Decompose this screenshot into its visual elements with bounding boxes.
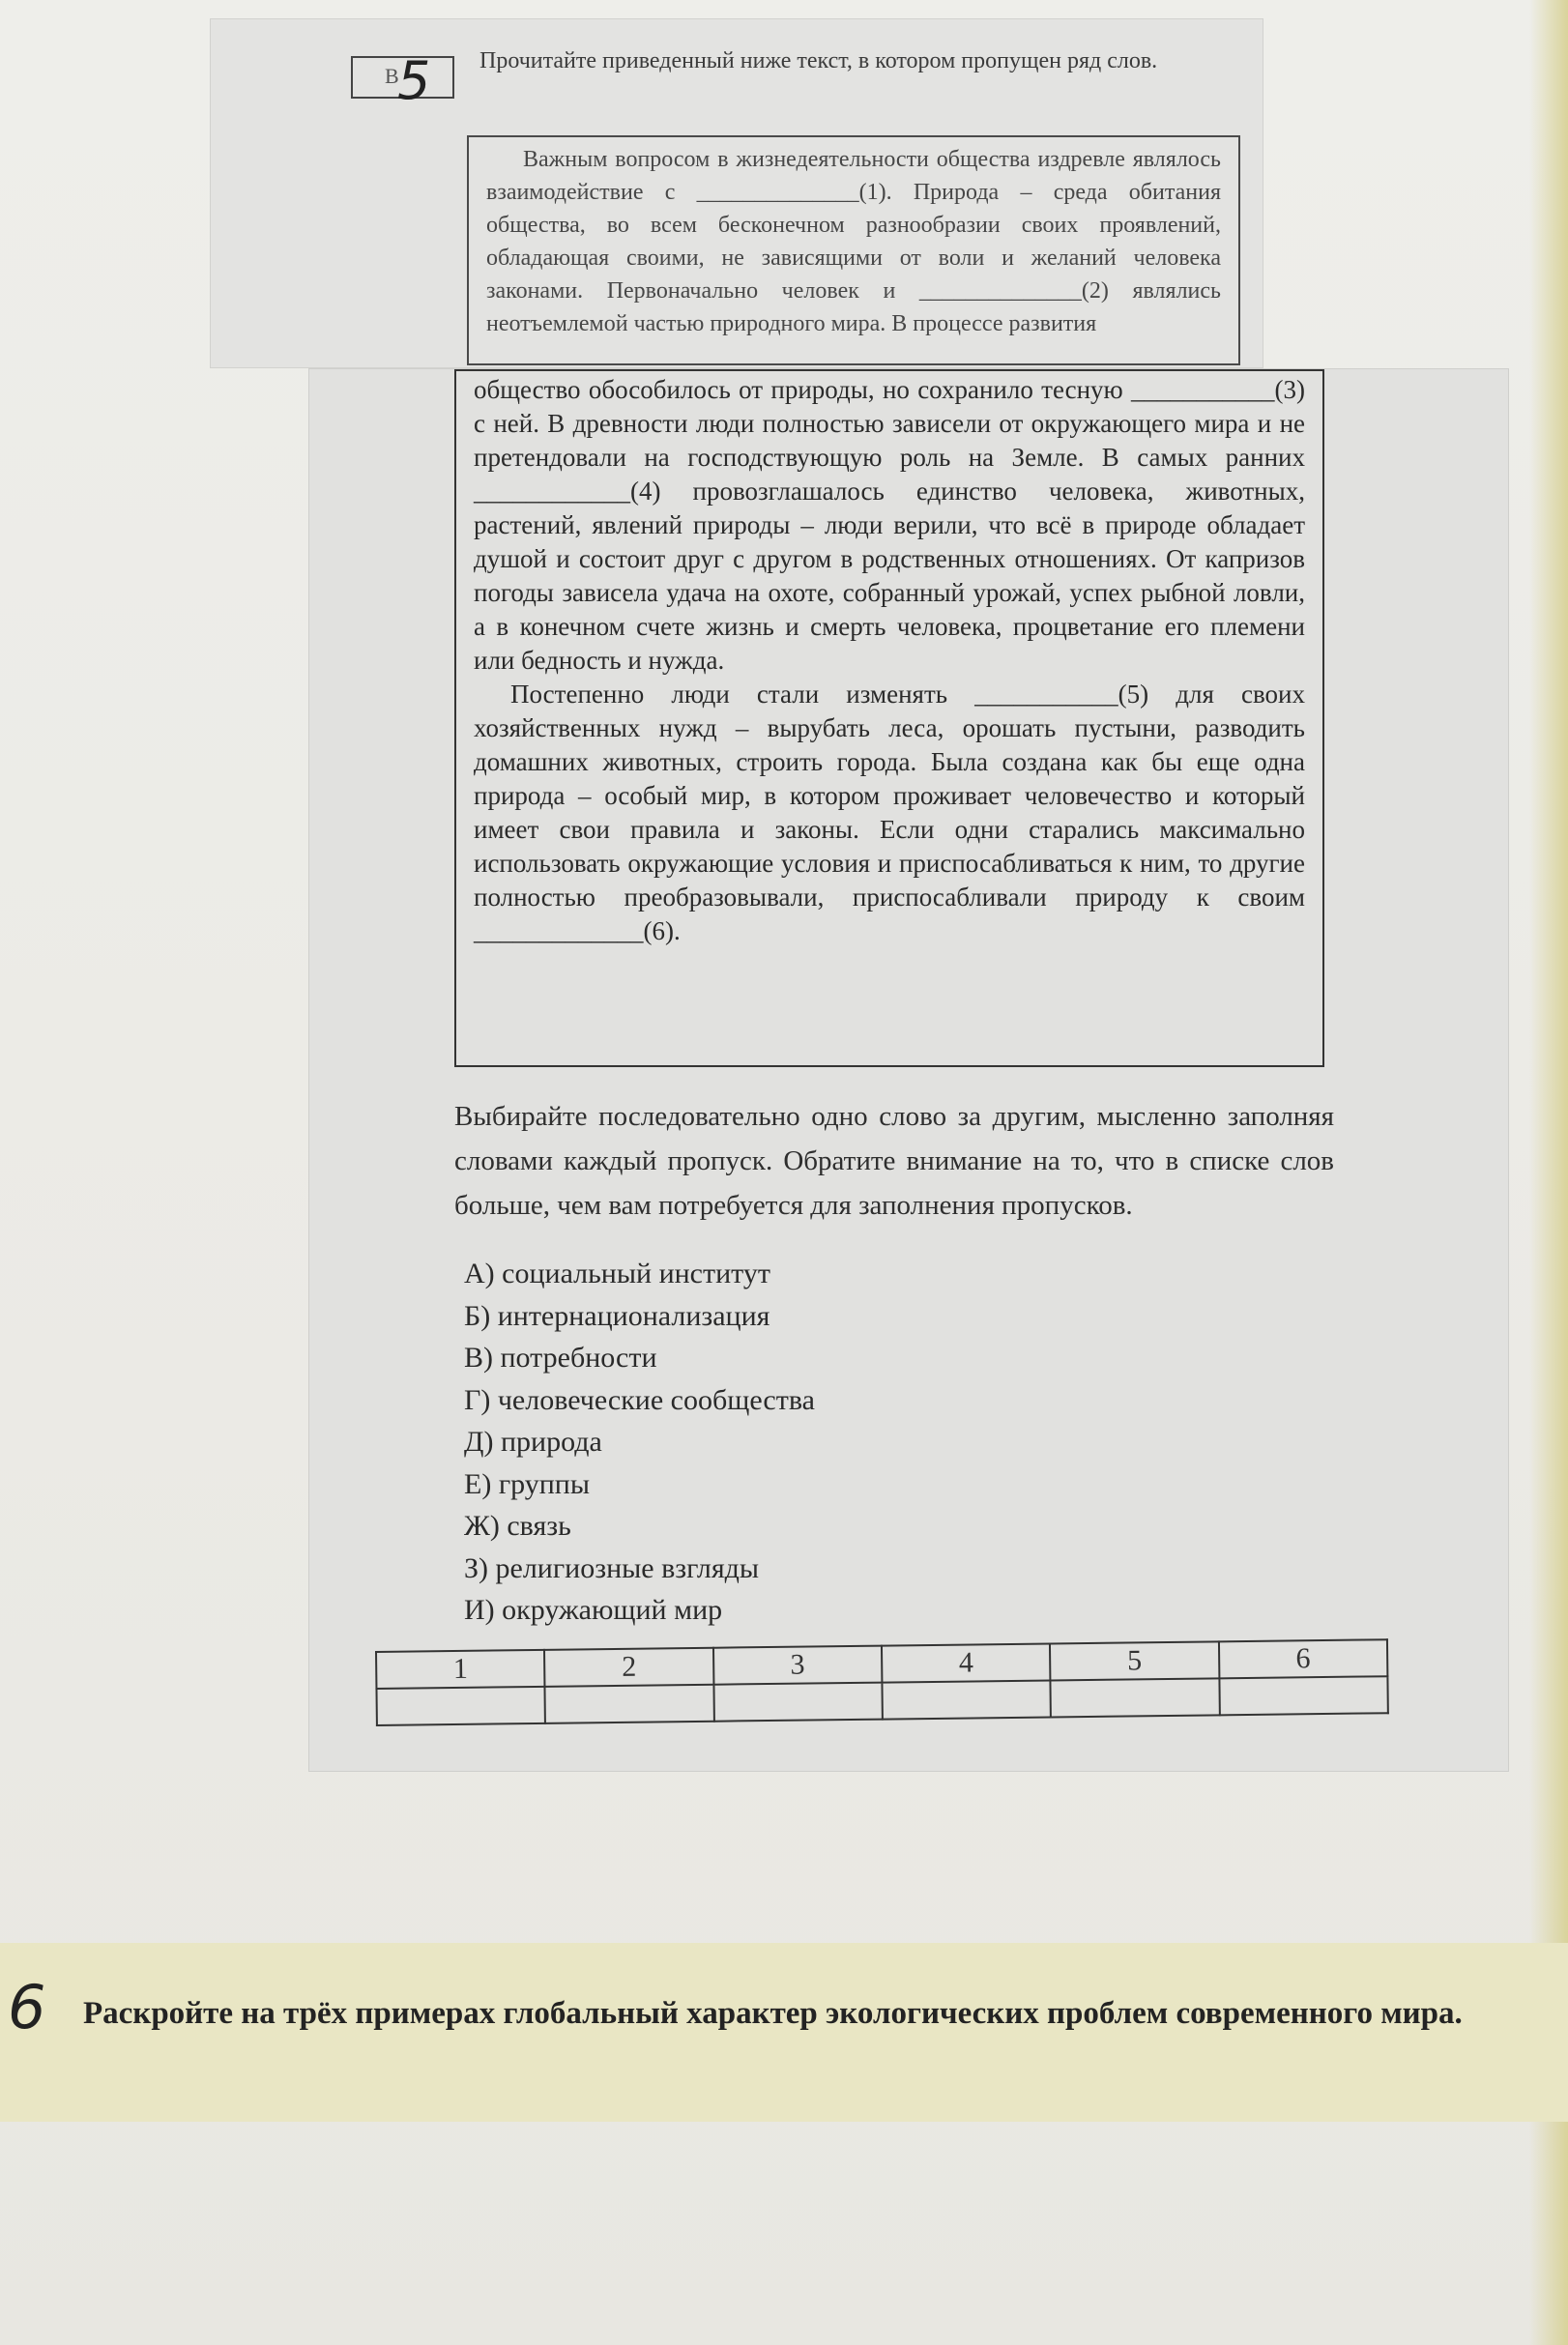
task5-intro: Прочитайте приведенный ниже текст, в котором пропущен ряд слов. [479,48,1158,73]
task5-label-box [351,50,454,111]
answer-col-header: 6 [1219,1639,1388,1678]
answer-col-header: 1 [376,1650,545,1689]
answer-cell[interactable] [545,1685,714,1723]
option-item: Д) природа [464,1426,602,1458]
option-item: И) окружающий мир [464,1594,723,1626]
option-item: В) потребности [464,1342,657,1374]
text-box-part1 [467,135,1240,365]
task5-label: В [385,64,399,88]
answer-col-header: 4 [882,1643,1051,1682]
answer-col-header: 3 [713,1646,883,1685]
answer-cell[interactable] [1219,1676,1388,1715]
word-options-list [464,1253,815,1632]
option-item: Б) интернационализация [464,1299,770,1332]
answer-cell[interactable] [882,1680,1051,1719]
answer-cell[interactable] [376,1687,545,1725]
task6-handwritten-number: 6 [8,1972,46,2042]
option-item: А) социальный институт [464,1258,770,1289]
answer-cell[interactable] [1051,1678,1220,1717]
text-part1: Важным вопросом в жизнедеятельности общества издревле являлось взаимодействие с ______________(1). Природа – среда обитания общества, во всем бесконечном разнообразии своих проявлений, обладающая своими, не зависящими от воли и желаний человека законами. Первоначально человек и ______________(2) являлись неотъемлемой частью природного мира. В процессе развития [486,147,1221,336]
option-item: Ж) связь [464,1510,571,1542]
option-item: З) религиозные взгляды [464,1551,760,1584]
text-part2-paragraph1: общество обособилось от природы, но сохранило тесную ___________(3) с ней. В древности люди полностью зависели от окружающего мира и не претендовали на господствующую роль на Земле. В самых ранних ____________(4) провозглашалось единство человека, животных, растений, явлений природы – люди верили, что всё в природе обладает душой и состоит друг с другом в родственных отношениях. От капризов погоды зависела удача на охоте, собранный урожай, успех рыбной ловли, а в конечном счете жизнь и смерть человека, процветание его племени или бедность и нужда. [474,375,1305,675]
answer-col-header: 5 [1050,1641,1219,1680]
text-part2-paragraph2: Постепенно люди стали изменять ___________(5) для своих хозяйственных нужд – вырубать леса, орошать пустыни, разводить домашних животных, строить города. Была создана как бы еще одна природа – особый мир, в котором проживает человечество и который имеет свои правила и законы. Если одни старались максимально использовать окружающие условия и приспосабливаться к ним, то другие полностью преобразовывали, приспосабливали природу к своим _____________(6). [474,680,1305,945]
option-item: Е) группы [464,1467,590,1500]
task6-question: Раскройте на трёх примерах глобальный характер экологических проблем современного мира. [83,1996,1463,2031]
text-box-part2 [454,369,1324,1067]
option-item: Г) человеческие сообщества [464,1383,815,1416]
answer-col-header: 2 [544,1648,713,1687]
task5-instruction: Выбирайте последовательно одно слово за другим, мысленно заполняя словами каждый пропуск. Обратите внимание на то, что в списке слов больше, чем вам потребуется для заполнения пропусков. [454,1101,1334,1221]
answer-table [375,1638,1389,1726]
task5-handwritten-number: 5 [397,50,431,111]
answer-cell[interactable] [713,1683,883,1722]
